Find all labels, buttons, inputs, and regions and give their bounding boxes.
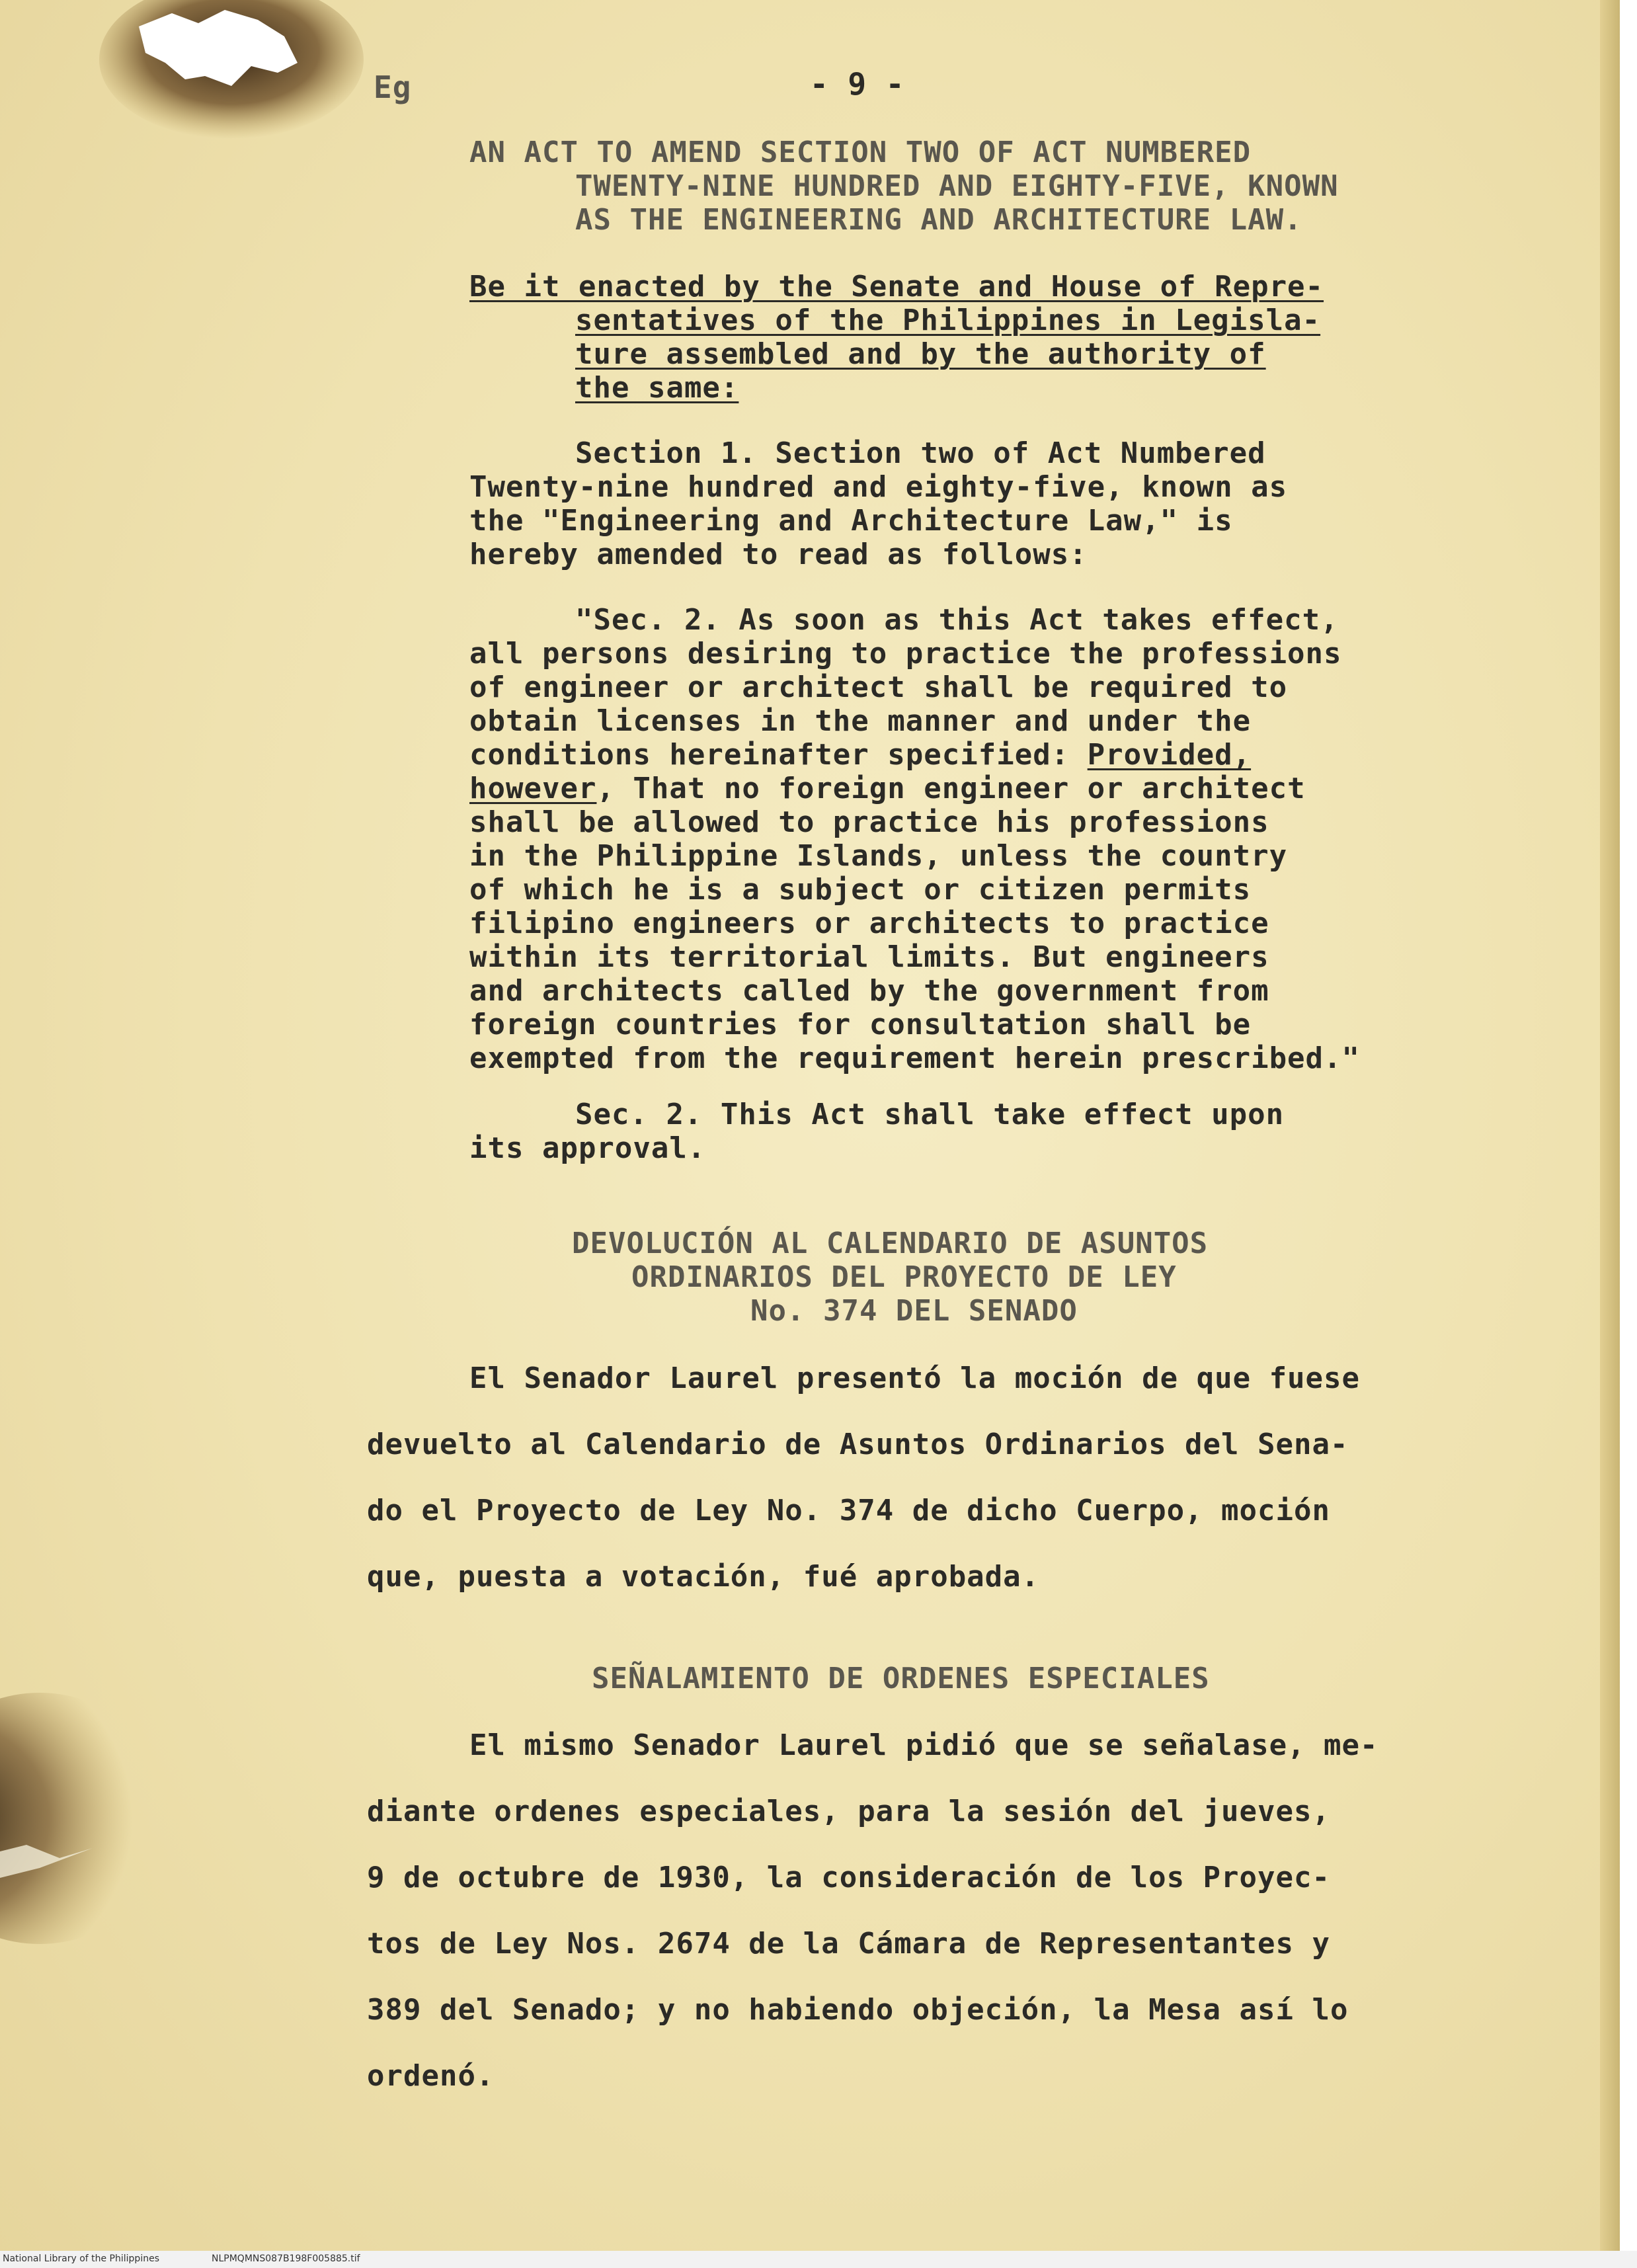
quoted-sec-line: of engineer or architect shall be required to <box>469 670 1288 704</box>
minutes-paragraph-line: que, puesta a votación, fué aprobada. <box>367 1560 1040 1594</box>
minutes-paragraph-line: devuelto al Calendario de Asuntos Ordinarios del Sena- <box>367 1428 1349 1461</box>
scan-footer <box>0 2251 1637 2268</box>
section-1-line: Section 1. Section two of Act Numbered <box>575 436 1266 470</box>
enacting-clause-line: sentatives of the Philippines in Legisla- <box>575 304 1321 337</box>
section-heading: DEVOLUCIÓN AL CALENDARIO DE ASUNTOS <box>572 1227 1209 1260</box>
quoted-sec-line: within its territorial limits. But engineers <box>469 940 1269 974</box>
section-2-line: Sec. 2. This Act shall take effect upon <box>575 1098 1285 1131</box>
burn-mark-left <box>0 1693 198 1944</box>
enacting-clause-line: Be it enacted by the Senate and House of Repre- <box>469 270 1324 304</box>
proviso-word: Provided, <box>1087 738 1252 772</box>
minutes-paragraph-line: El mismo Senador Laurel pidió que se señalase, me- <box>469 1728 1378 1762</box>
quoted-sec-line: filipino engineers or architects to practice <box>469 907 1269 940</box>
quoted-sec-line: obtain licenses in the manner and under the <box>469 704 1252 738</box>
quoted-sec-line: and architects called by the government from <box>469 974 1269 1008</box>
minutes-paragraph-line: 9 de octubre de 1930, la consideración de los Proyec- <box>367 1861 1330 1894</box>
section-1-line: Twenty-nine hundred and eighty-five, known as <box>469 470 1288 504</box>
quoted-sec-line <box>469 772 1306 805</box>
quoted-sec-line: "Sec. 2. As soon as this Act takes effect, <box>575 603 1339 637</box>
enacting-clause-line: ture assembled and by the authority of <box>575 337 1266 371</box>
quoted-sec-line: of which he is a subject or citizen permits <box>469 873 1252 907</box>
page-edge <box>1600 0 1620 2268</box>
section-heading: No. 374 DEL SENADO <box>750 1294 1078 1328</box>
enacting-clause-line: the same: <box>575 371 739 405</box>
minutes-paragraph-line: 389 del Senado; y no habiendo objeción, la Mesa así lo <box>367 1993 1349 2027</box>
quoted-sec-line: in the Philippine Islands, unless the country <box>469 839 1288 873</box>
quoted-sec-line <box>469 738 1251 772</box>
minutes-paragraph-line: do el Proyecto de Ley No. 374 de dicho Cuerpo, moción <box>367 1494 1330 1527</box>
act-title-line: TWENTY-NINE HUNDRED AND EIGHTY-FIVE, KNOWN <box>575 169 1339 203</box>
section-1-line: the "Engineering and Architecture Law," is <box>469 504 1233 538</box>
quoted-sec-line: exempted from the requirement herein prescribed." <box>469 1041 1361 1075</box>
minutes-paragraph-line: ordenó. <box>367 2059 495 2093</box>
section-heading: SEÑALAMIENTO DE ORDENES ESPECIALES <box>592 1662 1210 1695</box>
scan-filename: NLPMQMNS087B198F005885.tif <box>212 2253 360 2264</box>
quoted-sec-line: foreign countries for consultation shall be <box>469 1008 1252 1041</box>
quoted-sec-line: all persons desiring to practice the professions <box>469 637 1342 670</box>
quoted-sec-line: shall be allowed to practice his professions <box>469 805 1269 839</box>
library-credit: National Library of the Philippines <box>3 2253 159 2264</box>
act-title-line: AS THE ENGINEERING AND ARCHITECTURE LAW. <box>575 203 1302 237</box>
minutes-paragraph-line: tos de Ley Nos. 2674 de la Cámara de Representantes y <box>367 1927 1330 1961</box>
section-heading: ORDINARIOS DEL PROYECTO DE LEY <box>631 1260 1177 1294</box>
quoted-sec-text: conditions hereinafter specified: <box>469 738 1088 772</box>
proviso-word: however <box>469 772 597 805</box>
burn-hole-top <box>99 0 377 152</box>
page-number: - 9 - <box>810 66 905 102</box>
minutes-paragraph-line: El Senador Laurel presentó la moción de que fuese <box>469 1361 1361 1395</box>
minutes-paragraph-line: diante ordenes especiales, para la sesión del jueves, <box>367 1795 1330 1828</box>
act-title-line: AN ACT TO AMEND SECTION TWO OF ACT NUMBERED <box>469 136 1252 169</box>
section-2-line: its approval. <box>469 1131 706 1165</box>
section-1-line: hereby amended to read as follows: <box>469 538 1088 571</box>
typist-initials: Eg <box>374 69 412 105</box>
quoted-sec-text: , That no foreign engineer or architect <box>596 772 1306 805</box>
